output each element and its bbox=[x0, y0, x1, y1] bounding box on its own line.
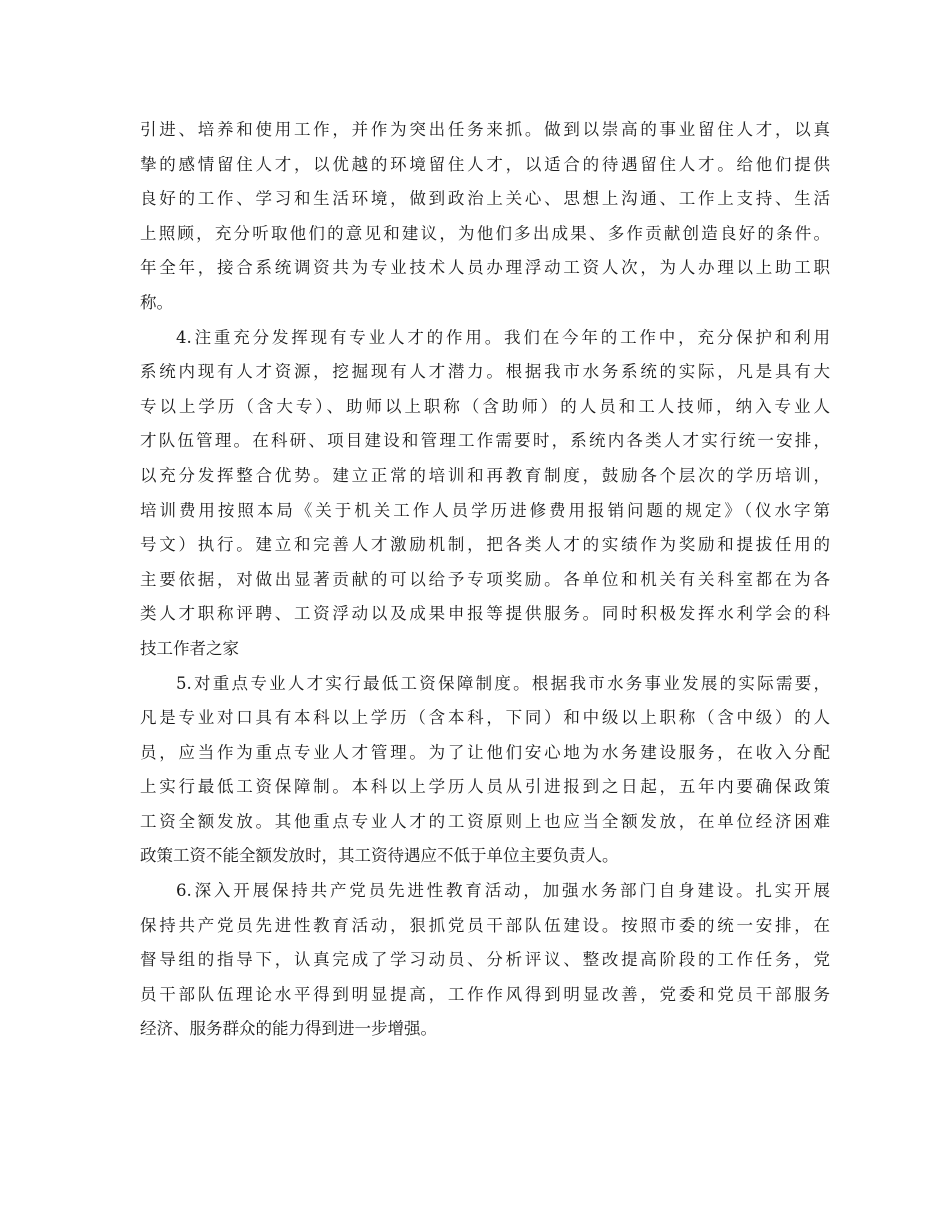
paragraph-item-6 bbox=[140, 874, 830, 1047]
text-line: 政策工资不能全额发放时，其工资待遇应不低于单位主要负责人。 bbox=[140, 846, 619, 866]
text-line: 5.对重点专业人才实行最低工资保障制度。根据我市水务事业发展的实际需要， bbox=[176, 673, 830, 693]
text-line: 才队伍管理。在科研、项目建设和管理工作需要时，系统内各类人才实行统一安排， bbox=[140, 431, 830, 451]
text-line: 称。 bbox=[140, 292, 173, 312]
text-line: 号文）执行。建立和完善人才激励机制，把各类人才的实绩作为奖励和提拔任用的 bbox=[140, 535, 830, 555]
text-line: 上实行最低工资保障制。本科以上学历人员从引进报到之日起，五年内要确保政策 bbox=[140, 777, 830, 797]
text-line: 督导组的指导下，认真完成了学习动员、分析评议、整改提高阶段的工作任务，党 bbox=[140, 950, 830, 970]
text-line: 4.注重充分发挥现有专业人才的作用。我们在今年的工作中，充分保护和利用 bbox=[176, 327, 830, 347]
text-line: 员，应当作为重点专业人才管理。为了让他们安心地为水务建设服务，在收入分配 bbox=[140, 742, 830, 762]
text-line: 工资全额发放。其他重点专业人才的工资原则上也应当全额发放，在单位经济困难 bbox=[140, 811, 830, 831]
text-line: 上照顾，充分听取他们的意见和建议，为他们多出成果、多作贡献创造良好的条件。 bbox=[140, 223, 830, 243]
text-line: 主要依据，对做出显著贡献的可以给予专项奖励。各单位和机关有关科室都在为各 bbox=[140, 569, 830, 589]
paragraph-talent-retention bbox=[140, 113, 830, 321]
paragraph-item-5 bbox=[140, 667, 830, 875]
text-line: 良好的工作、学习和生活环境，做到政治上关心、思想上沟通、工作上支持、生活 bbox=[140, 189, 830, 209]
text-line: 年全年，接合系统调资共为专业技术人员办理浮动工资人次，为人办理以上助工职 bbox=[140, 258, 830, 278]
text-line: 系统内现有人才资源，挖掘现有人才潜力。根据我市水务系统的实际，凡是具有大 bbox=[140, 362, 830, 382]
text-line: 员干部队伍理论水平得到明显提高，工作作风得到明显改善，党委和党员干部服务 bbox=[140, 984, 830, 1004]
text-line: 挚的感情留住人才，以优越的环境留住人才，以适合的待遇留住人才。给他们提供 bbox=[140, 154, 830, 174]
text-line: 以充分发挥整合优势。建立正常的培训和再教育制度，鼓励各个层次的学历培训， bbox=[140, 465, 830, 485]
text-line: 技工作者之家 bbox=[140, 638, 239, 658]
text-line: 凡是专业对口具有本科以上学历（含本科，下同）和中级以上职称（含中级）的人 bbox=[140, 708, 830, 728]
text-line: 保持共产党员先进性教育活动，狠抓党员干部队伍建设。按照市委的统一安排，在 bbox=[140, 915, 830, 935]
paragraph-item-4 bbox=[140, 321, 830, 667]
text-line: 经济、服务群众的能力得到进一步增强。 bbox=[140, 1019, 437, 1039]
text-line: 培训费用按照本局《关于机关工作人员学历进修费用报销问题的规定》（仪水字第 bbox=[140, 500, 830, 520]
text-line: 6.深入开展保持共产党员先进性教育活动，加强水务部门自身建设。扎实开展 bbox=[176, 881, 830, 901]
text-line: 专以上学历（含大专）、助师以上职称（含助师）的人员和工人技师，纳入专业人 bbox=[140, 396, 830, 416]
text-line: 类人才职称评聘、工资浮动以及成果申报等提供服务。同时积极发挥水利学会的科 bbox=[140, 604, 830, 624]
document-page bbox=[140, 113, 830, 1047]
text-line: 引进、培养和使用工作，并作为突出任务来抓。做到以崇高的事业留住人才，以真 bbox=[140, 120, 830, 139]
